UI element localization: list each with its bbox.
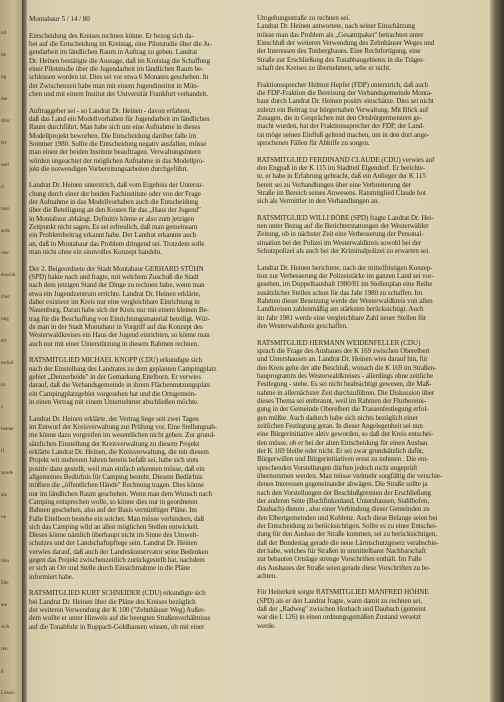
- text-line: Straße im Bereich seines Anwesens. Ratsmitglied Claude bot: [257, 188, 426, 197]
- text-line: darauf, daß die Verbandsgemeinde in ihrem Flächennutzungsplan: [29, 381, 210, 390]
- text-line: über die Beteiligung an den Kosten für das „Haus der Jugend": [29, 206, 201, 215]
- text-line: bei Landrat Dr. Heinen über die Pläne des Kreises bezüglich: [29, 597, 196, 606]
- text-line: Daubach) dienen , also einer Verbindung dieser Gemeinden zu: [257, 505, 430, 514]
- text-line: RATSMITGLIED FERDINAND CLAUDE (CDU) verwies auf: [257, 155, 435, 164]
- text-line: ein Problembeitrag erkannt habe. Der Landrat erkannte auch: [29, 231, 197, 240]
- facing-page-fragment: cher: [1, 294, 10, 300]
- text-line: auch nur mit einer Unterstützung in diesem Rahmen rechnen.: [29, 339, 199, 348]
- paragraph: [29, 32, 242, 99]
- facing-page-fragment: bemer: [1, 426, 14, 432]
- text-line: einer Pilotstudie über die Jugendarbeit im ländlichen Raum be-: [29, 64, 204, 73]
- text-line: den Elbertgemeinden und Koblenz. Auch diese Belange seien bei: [257, 513, 438, 522]
- facing-page-fragment: ung: [1, 316, 9, 322]
- text-line: der Interessen des Tonbergbaues. Eine Rechtfertigung, eine: [257, 47, 421, 56]
- text-line: im Jahr 1981 werde eine vergleichbare Zahl neuer Stellen für: [257, 313, 426, 322]
- facing-page-fragment: drüc: [1, 118, 11, 124]
- text-line: baur durch Landrat Dr. Heinen positiv einschätze. Dies sei nicht: [257, 97, 434, 106]
- text-line: zur bebauten Ortslage strenge Vorschriften enthält. Im Falle: [257, 555, 422, 564]
- text-line: bauprogramm des Westerwaldkreises - allerdings ohne zeitliche: [257, 371, 434, 380]
- facing-page-fragment: sich: [1, 624, 10, 630]
- facing-page-fragment: s: [1, 404, 4, 410]
- text-line: RATSMITGLIED HERMANN WEIDENFELLER (CDU): [257, 338, 421, 347]
- text-line: (SPD) als er den Landrat fragte, wann damit zu rechnen sei,: [257, 596, 423, 605]
- text-line: Falle Eitelborn bestehe ein solcher. Man müsse verhindern, daß: [29, 514, 205, 523]
- paragraph: [257, 339, 477, 581]
- text-line: nur im ländlichen Raum geschehen. Wenn man dem Wunsch nach: [29, 489, 212, 498]
- paragraph: [257, 156, 477, 206]
- paragraph: [29, 181, 242, 256]
- text-line: der K 169 bleibe oder nicht. Er sei zwar grundsätzlich dafür,: [257, 446, 424, 455]
- text-line: (SPD) hakte nach und fragte, mit welchem Zuschuß die Stadt: [29, 273, 199, 282]
- text-line: man nicht ohne ein sinnvolles Konzept handeln.: [29, 248, 162, 257]
- text-line: macht wurden, bat der Fraktionssprecher der FDP, der Land-: [257, 122, 425, 131]
- paragraph: [29, 356, 242, 406]
- text-line: Landrat Dr. Heinen unterstrich, daß vom Ergebnis der Untersu-: [29, 181, 204, 190]
- text-line: Für Heiterkeit sorgte RATSMITGLIED MANFRED HÖHNE: [257, 588, 429, 597]
- facing-page-fragment: als: [1, 492, 7, 498]
- text-line: Der 2. Beigeordnete der Stadt Montabaur GERHARD STÜHN: [29, 264, 204, 273]
- text-line: etwa ein Jugendzentrum errichte. Landrat Dr. Heinen erklärte,: [29, 289, 201, 298]
- text-line: den Engpaß in der K 115 im Stadtteil Elgendorf. Er berichte-: [257, 163, 426, 172]
- text-line: verwies darauf, daß auch der Landeskonservator seine Bedenken: [29, 547, 209, 556]
- text-line: eine Bürgerinitiative aktiv geworden, so daß der Kreis entschei-: [257, 430, 434, 439]
- text-line: RATSMITGLIED KURT SCHNEIDER (CDU) erkundigte sich: [29, 589, 206, 598]
- text-line: des Ausbaues der Straße seien gerade diese Vorschriften zu be-: [257, 563, 431, 572]
- text-line: me könne dazu vorgreifen im wesentlichen nicht geben. Zur grund-: [29, 431, 216, 440]
- facing-page-fragment: zende: [1, 470, 14, 476]
- text-line: allgemeines Bedürfnis für Camping besteht. Diesem Bedürfnis: [29, 472, 203, 481]
- text-line: müsse man das Problem als „Gesamtpaket" betrachten unter: [257, 30, 424, 39]
- text-line: Rahmen dieser Besetzung werde der Westerwaldkreis von allen: [257, 297, 433, 306]
- text-line: sich als Vermittler in den Verhandlungen an.: [257, 197, 380, 206]
- text-line: zuletzt ein Beitrag zur bürgernahen Verwaltung. Mit Blick auf: [257, 105, 429, 114]
- text-line: Bahnen geschehen, also auf der Basis vernünftiger Pläne. Im: [29, 506, 197, 515]
- facing-page-fragment: bezi: [1, 206, 10, 212]
- text-line: Bürgerwillen und Bürgerinitiativen ernst zu nehmen . Die ent-: [257, 455, 429, 464]
- text-line: jekt die notwendigen Vorbereitungsarbeiten durchgeführt.: [29, 164, 189, 173]
- paragraph: [29, 415, 242, 582]
- text-line: daß das Land ein Modellvorhaben für Jugendarbeit im ländlichen: [29, 114, 210, 123]
- paragraph: [257, 214, 477, 256]
- text-line: Westerwaldkreises ein Haus der Jugend einrichten, so könne man: [29, 331, 210, 340]
- paragraph: [29, 589, 242, 631]
- page-header: Montabaur 5 / 14 / 80: [29, 15, 90, 23]
- text-line: sprach die Frage des Ausbaues der K 169 zwischen Oberelbert: [257, 346, 430, 355]
- facing-page-fragment: und: [1, 162, 9, 168]
- facing-page-fragment: am: [1, 602, 8, 608]
- text-line: gung in der Gemeinde Oberelbert die Trassenfestlegung erfol-: [257, 405, 429, 414]
- text-line: rat möge seinen Einfluß geltend machen, um in den dort ange-: [257, 130, 430, 139]
- text-line: Landrat Dr. Heinen antwortete, nach seiner Einschätzung: [257, 22, 415, 31]
- text-line: de man in der Stadt Montabaur in Vorgriff auf das Konzept des: [29, 323, 203, 332]
- facing-page-fragment: eit: [1, 338, 7, 344]
- text-line: ein Campingplatzgebiet vorgesehen hat und die Ortsgemein-: [29, 389, 197, 398]
- facing-page-fragment: tte: [1, 52, 7, 58]
- facing-page-fragment: utsc: [1, 250, 10, 256]
- text-line: man einen der beiden Institute beauftragen. Verwaltungsintern: [29, 148, 201, 157]
- text-line: Zeitung, ob in nächster Zeit eine Verbesserung der Personal-: [257, 230, 424, 239]
- text-line: die FDP-Fraktion die Bereisung der Verbandsgemeinde Monta-: [257, 88, 433, 97]
- facing-page-fragment: nd: [1, 30, 7, 36]
- text-line: in einen Vertrag mit einem Unternehmer abschließen möchte.: [29, 397, 199, 406]
- text-line: den Westerwaldkreis geschaffen.: [257, 322, 348, 331]
- text-line: Einschluß der weiteren Verwendung des Zehnhäuser Weges und: [257, 38, 435, 47]
- text-line: Dieses könne nämlich überhaupt nicht im Sinne des Umwelt-: [29, 531, 199, 540]
- facing-page-fragment: m: [1, 382, 6, 388]
- text-line: Zusagen, die in Gesprächen mit den Ortsbürgermeistern ge-: [257, 113, 423, 122]
- text-line: im Entwurf der Kreisverwaltung zur Prüfung vor. Eine Stellungnah-: [29, 422, 218, 431]
- facing-page-fragment: ir: [1, 184, 5, 190]
- text-line: er sich an Ort und Stelle durch Einsichtnahme in die Pläne: [29, 564, 191, 573]
- text-line: nach dem jetzigen Stand der Dinge zu rechnen habe, wenn man: [29, 281, 205, 290]
- facing-page-fragment: enschä: [1, 272, 16, 278]
- text-line: sich das Camping wild an allen möglichen Stellen entwickelt.: [29, 522, 200, 531]
- text-line: sprochenen Fällen für Abhilfe zu sorgen.: [257, 138, 370, 147]
- text-line: Landrat Dr. Heinen berichtete, nach der mittelfristigen Konzep-: [257, 263, 433, 272]
- text-line: schaft des Kreises zu übernehmen, sehe er nicht.: [257, 63, 391, 72]
- facing-page-fragment: dar: [1, 96, 8, 102]
- text-line: denen Interessen gegeneinander abwägen. Die Straße sollte ja: [257, 480, 428, 489]
- facing-page-fragment: arde: [1, 228, 10, 234]
- text-line: nach der Einstellung des Landrates zu dem geplanten Campingplatz: [29, 364, 217, 373]
- text-line: te, er habe in Erfahrung gebracht, daß ein Anlieger der K 115: [257, 172, 426, 181]
- text-line: Entscheidung des Kreises rechnen könne. Er bezog sich da-: [29, 31, 194, 40]
- text-line: informiert habe.: [29, 572, 74, 581]
- text-line: Festlegung - stehe. Es sei nicht beabsichtigt gewesen, die Maß-: [257, 380, 432, 389]
- facing-page-fragment: ng: [1, 74, 7, 80]
- text-line: Zeitpunkt nicht sagen, Es sei erfreulich, daß man gemeinsam: [29, 223, 198, 232]
- text-line: dung für den Ausbau der Straße kommen, sei zu berücksichtigen,: [257, 530, 438, 539]
- text-line: schlossen worden ist. Dies sei vor etwa 6 Monaten geschehen. In: [29, 73, 209, 82]
- paragraph: [29, 265, 242, 348]
- text-line: Umgehungsstraße zu rechnen sei.: [257, 14, 350, 22]
- page-right-edge: [490, 0, 504, 702]
- text-line: übernommen werden. Man müsse vielmehr sorgfältig die verschie-: [257, 471, 443, 480]
- text-line: der Entscheidung zu berücksichtigen. Sollte es zu einer Entschei-: [257, 521, 438, 530]
- text-line: daß der „Radweg" zwischen Horbach und Daubach (gemeint: [257, 605, 426, 614]
- text-line: und Untershausen an. Landrat Dr. Heinen wies darauf hin, für: [257, 355, 428, 364]
- facing-page-fragment: ll: [1, 448, 4, 454]
- text-line: werde.: [257, 621, 276, 630]
- text-line: Nauenburg. Daran habe sich der Kreis nur mit einem kleinen Be-: [29, 306, 209, 315]
- paragraph: [257, 14, 477, 72]
- text-line: zeitlichen Festlegung getan. In dieser Angelegenheit sei nun: [257, 421, 423, 430]
- right-column: [257, 14, 477, 638]
- text-line: in Montabaur abhängt. Definitiv könne er also zum jetzigen: [29, 214, 194, 223]
- paragraph: [257, 588, 477, 630]
- text-line: sätzlichen Einstellung der Kreisverwaltung zu diesem Projekt: [29, 439, 200, 448]
- text-line: nen unter Bezug auf die Berichterstattungen der Westerwälder: [257, 222, 429, 231]
- text-line: erklärte Landrat Dr. Heinen, die Kreisverwaltung, die mit diesem: [29, 447, 209, 456]
- text-line: war die L 126) in einen ordnungsgemäßen Zustand versetzt: [257, 613, 421, 622]
- text-line: Landrat Dr. Heinen erklärte, der Vertrag liege seit zwei Tagen: [29, 414, 199, 423]
- facing-page-fragment: Lösun: [1, 690, 14, 696]
- text-line: dieses Thema sei entbrannt, weil im Rahmen der Flurbereini-: [257, 396, 427, 405]
- text-line: nach den Vorstellungen der Beschlußgremien der Erschließung: [257, 488, 431, 497]
- text-line: Landkreisen zahlenmäßig am stärksten berücksichtigt. Auch: [257, 305, 424, 314]
- paragraph: [29, 107, 242, 174]
- text-line: bei auf die Entscheidung im Kreistag, eine Pilotstudie über die Ju-: [29, 39, 212, 48]
- text-line: gebiet „Denzerheide" in der Gemarkung Eitelborn. Er verwies: [29, 372, 201, 381]
- document-page: [27, 0, 490, 702]
- text-line: dem wollte er unter Hinweis auf die beengten Straßenverhältnisse: [29, 614, 211, 623]
- facing-page-fragment: Die: [1, 580, 9, 586]
- text-line: bereit sei zu Verhandlungen über eine Verbreiterung der: [257, 180, 411, 189]
- text-line: müßten die „öffentlichen Hände" Rechnung tragen. Dies könne: [29, 481, 204, 490]
- text-line: RATSMITGLIED WILLI BÖBE (SPD) fragte Landrat Dr. Hei-: [257, 213, 434, 222]
- text-line: der Aufnahme in das Modellvorhaben auch die Entscheidung: [29, 198, 199, 207]
- text-line: RATSMITGLIED MICHAEL KNOPP (CDU) erkundigte sich: [29, 356, 203, 365]
- text-line: Raum durchführt. Man habe sich um eine Aufnahme in dieses: [29, 123, 201, 132]
- facing-page-fragment: g: [1, 668, 4, 674]
- text-line: Camping entsprechen wolle, so könne dies nur in geordneten: [29, 497, 198, 506]
- text-line: der weiteren Verwendung der K 100 ("Zehnhäuser Weg) Außer-: [29, 606, 206, 615]
- text-line: den müsse, ob er bei der alten Entscheidung für einen Ausbau: [257, 438, 428, 447]
- text-line: Fraktionssprecher Helmut Hepfer (FDP) unterstrich, daß auch: [257, 80, 429, 89]
- text-line: daß der Bundestag gerade die neue Lärmschutzgesetz verabschie-: [257, 538, 439, 547]
- facing-page-fragment: ren: [1, 646, 8, 652]
- text-line: gendarbeit im ländlichen Raum in Auftrag zu geben. Landrat: [29, 48, 198, 57]
- text-line: würden ungeachtet der möglichen Aufnahme in das Modellpro-: [29, 156, 205, 165]
- text-line: chen und mit einem Institut der Universität Frankfurt verhandelt.: [29, 89, 208, 98]
- text-line: Schutzpolizei als auch bei der Kriminalpolizei zu erwarten sei.: [257, 247, 430, 256]
- facing-page-fragment: tschaf: [1, 360, 14, 366]
- text-line: det habe, welches für Straßen in unmittelbarer Nachbarschaft: [257, 546, 426, 555]
- left-column: [29, 15, 242, 639]
- paragraph: [257, 81, 477, 148]
- facing-page-edge: [0, 0, 24, 702]
- text-line: der anderen Seite (Buchfinkenland, Untershausen, Stahlhofen,: [257, 496, 430, 505]
- text-line: gegen das Projekt zwischenzeitlich zurückgestellt hat, nachdem: [29, 556, 205, 565]
- facing-page-fragment: ihm: [1, 558, 10, 564]
- text-line: tion zur Verbesserung der Polizeistärke im ganzen Land sei vor-: [257, 272, 434, 281]
- text-line: sprechenden Vorstellungen dürften jedoch nicht ungeprüft: [257, 463, 418, 472]
- text-line: Sommer 1980. Sollte die Entscheidung negativ ausfallen, müsse: [29, 139, 207, 148]
- text-line: gen müßte. Auch dadurch habe sich nichts bezüglich einer: [257, 413, 418, 422]
- text-line: Modellprojekt beworben. Die Entscheidung darüber falle im: [29, 131, 197, 140]
- text-line: situation bei der Polizei im Westerwaldkreis sowohl bei der: [257, 238, 422, 247]
- paragraph: [257, 264, 477, 331]
- text-line: positiv dazu gestellt, weil man einfach erkennen müsse, daß ein: [29, 464, 205, 473]
- text-line: trag für die Beschaffung von Einrichtungsmaterial beteiligt. Wür-: [29, 314, 210, 323]
- text-line: schutzes und der Landschaftspflege sein. Landrat Dr. Heinen: [29, 539, 198, 548]
- facing-page-fragment: ler: [1, 140, 7, 146]
- text-line: an, daß in Montabaur das Problem dringend sei. Trotzdem solle: [29, 239, 205, 248]
- text-line: achten.: [257, 571, 277, 580]
- text-line: zusätzlicher Stellen schon für das Jahr 1980 zu schaffen. Im: [257, 288, 423, 297]
- text-line: chung durch einer der beiden Fachinstitute oder von der Frage: [29, 189, 201, 198]
- text-line: Projekt wit mehreren Jahren bereits befaßt sei, habe sich stets: [29, 456, 199, 465]
- text-line: daher existiere im Kreis nur eine vergleichbare Einrichtung in: [29, 298, 200, 307]
- text-line: gesehen, im Doppelhaushalt 1980/81 im Stellenplan eine Reihe: [257, 280, 433, 289]
- text-line: auf die Tonabfuhr in Ruppach-Goldhausen wissen, ob mit einer: [29, 622, 205, 631]
- text-line: den Kreis gelte der alte Beschluß, wonach die K 169 im Straßen-: [257, 363, 437, 372]
- facing-page-fragment: on: [1, 514, 7, 520]
- text-line: nahme in allernächster Zeit durchzuführen. Die Diskussion über: [257, 388, 435, 397]
- text-line: Straße zur Erschließung des Tonabbaugebietes in die Träger-: [257, 55, 425, 64]
- text-line: Dr. Heinen bestätigte die Aussage, daß im Kreistag die Schaffung: [29, 56, 210, 65]
- text-line: Auftraggeber sei - so Landrat Dr. Heinen - davon erfahren,: [29, 106, 192, 115]
- text-line: der Zwischenzeit habe man mit einem Jugendinstitut in Mün-: [29, 81, 199, 90]
